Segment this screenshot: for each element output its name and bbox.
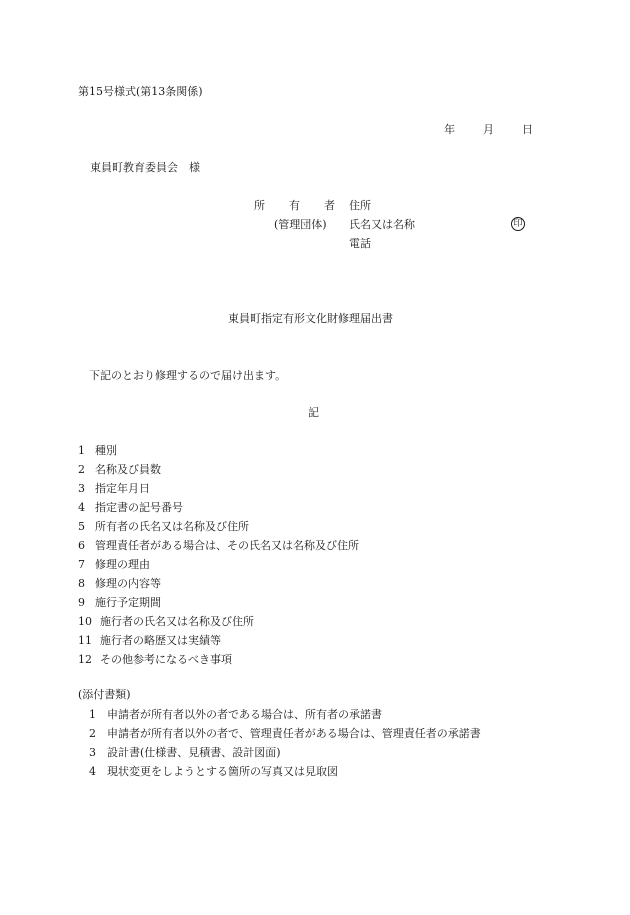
attachment-text: 申請者が所有者以外の者である場合は、所有者の承諾書 (107, 708, 382, 721)
addressee: 東員町教育委員会 様 (90, 161, 200, 174)
item-number: 4 (78, 501, 85, 514)
list-item (78, 597, 359, 616)
item-text: 修理の理由 (95, 558, 150, 571)
attachment-text: 設計書(仕様書、見積書、設計図面) (107, 746, 281, 759)
attachments-heading: (添付書類) (78, 688, 131, 701)
item-number: 8 (78, 577, 85, 590)
item-text: 所有者の氏名又は名称及び住所 (95, 520, 249, 533)
date-month: 月 (483, 123, 494, 136)
item-number: 12 (78, 653, 92, 666)
attachment-number: 3 (89, 746, 96, 759)
phone-label: 電話 (349, 237, 371, 250)
item-number: 7 (78, 558, 85, 571)
owner-label (254, 200, 335, 211)
item-text: その他参考になるべき事項 (100, 653, 232, 666)
item-text: 管理責任者がある場合は、その氏名又は名称及び住所 (95, 539, 359, 552)
item-text: 指定書の記号番号 (95, 501, 183, 514)
item-text: 名称及び員数 (95, 463, 161, 476)
list-item (78, 635, 359, 654)
item-number: 10 (78, 615, 92, 628)
intro-text: 下記のとおり修理するので届け出ます。 (89, 369, 287, 382)
item-number: 3 (78, 482, 85, 495)
owner-label-char: 有 (289, 199, 300, 212)
list-item (89, 747, 481, 766)
item-text: 指定年月日 (95, 482, 150, 495)
item-number: 9 (78, 596, 85, 609)
owner-label-char: 所 (254, 199, 265, 212)
list-item (89, 709, 481, 728)
item-text: 種別 (95, 444, 117, 457)
list-item (78, 616, 359, 635)
list-item (78, 540, 359, 559)
ki-heading: 記 (308, 406, 319, 419)
list-item (89, 728, 481, 747)
item-number: 2 (78, 463, 85, 476)
item-text: 施行者の氏名又は名称及び住所 (100, 615, 254, 628)
document-title: 東員町指定有形文化財修理届出書 (228, 312, 393, 325)
managing-group-label: (管理団体) (274, 218, 327, 231)
seal-mark: 印 (511, 217, 525, 231)
list-item (78, 502, 359, 521)
item-number: 6 (78, 539, 85, 552)
list-item (78, 578, 359, 597)
name-label: 氏名又は名称 (349, 218, 415, 231)
item-text: 施行予定期間 (95, 596, 161, 609)
list-item (78, 464, 359, 483)
date-year: 年 (444, 123, 455, 136)
address-label: 住所 (349, 199, 371, 212)
attachment-number: 1 (89, 708, 96, 721)
list-item (78, 559, 359, 578)
attachment-number: 4 (89, 765, 96, 778)
date-day: 日 (522, 123, 533, 136)
owner-label-char: 者 (324, 199, 335, 212)
list-item (78, 445, 359, 464)
attachment-text: 申請者が所有者以外の者で、管理責任者がある場合は、管理責任者の承諾書 (107, 727, 481, 740)
attachment-number: 2 (89, 727, 96, 740)
item-number: 1 (78, 444, 85, 457)
date-line (444, 124, 533, 135)
item-text: 修理の内容等 (95, 577, 161, 590)
form-number: 第15号様式(第13条関係) (78, 85, 203, 98)
item-number: 11 (78, 634, 92, 647)
list-item (78, 521, 359, 540)
list-item (89, 766, 481, 785)
item-text: 施行者の略歴又は実績等 (100, 634, 221, 647)
attachment-list (89, 709, 481, 785)
item-number: 5 (78, 520, 85, 533)
attachment-text: 現状変更をしようとする箇所の写真又は見取図 (107, 765, 338, 778)
item-list (78, 445, 359, 673)
list-item (78, 483, 359, 502)
list-item (78, 654, 359, 673)
